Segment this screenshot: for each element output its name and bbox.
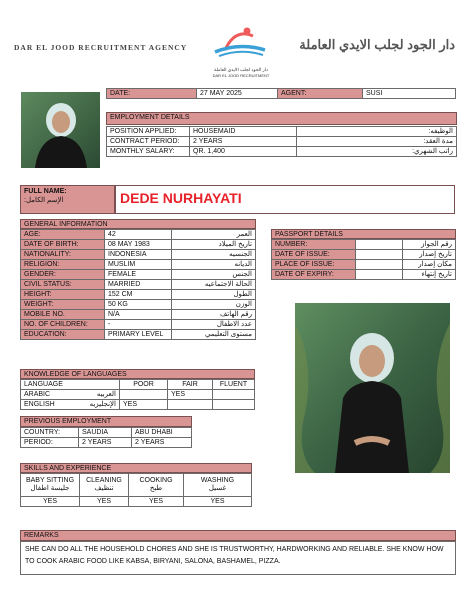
table-row — [21, 380, 255, 390]
passport-details-header: PASSPORT DETAILS — [271, 229, 456, 239]
row-label-ar: مكان إصدار — [403, 260, 456, 270]
position-label-ar: الوظيفه: — [297, 127, 457, 137]
skills-header: SKILLS AND EXPERIENCE — [20, 463, 252, 473]
row-label: EDUCATION: — [21, 330, 105, 340]
table-row — [107, 127, 457, 137]
skill-cleaning-ar: تنظيف — [94, 485, 114, 492]
row-label: WEIGHT: — [21, 300, 105, 310]
table-row — [21, 474, 252, 497]
period-label: PERIOD: — [21, 438, 79, 448]
lang-header-fluent: FLUENT — [213, 380, 255, 390]
row-label-ar: الحالة الاجتماعيه — [172, 280, 256, 290]
table-row — [21, 280, 256, 290]
contract-label: CONTRACT PERIOD: — [107, 137, 190, 147]
salary-label: MONTHLY SALARY: — [107, 147, 190, 157]
row-label-ar: العمر — [172, 230, 256, 240]
row-label-ar: الجنس — [172, 270, 256, 280]
row-label: GENDER: — [21, 270, 105, 280]
row-label: CIVIL STATUS: — [21, 280, 105, 290]
table-row — [21, 320, 256, 330]
remarks-header: REMARKS — [20, 530, 456, 541]
table-row — [272, 250, 456, 260]
passport-details-table — [271, 239, 456, 280]
row-value: 42 — [105, 230, 172, 240]
table-row — [272, 260, 456, 270]
table-row — [21, 400, 255, 410]
row-value — [356, 270, 403, 280]
lang-arabic-fair: YES — [168, 390, 213, 400]
row-value — [356, 260, 403, 270]
table-row — [21, 428, 192, 438]
skill-baby-sitting — [21, 474, 80, 497]
row-label: HEIGHT: — [21, 290, 105, 300]
skill-cooking-ar: طبخ — [149, 485, 163, 492]
country-2: ABU DHABI — [132, 428, 192, 438]
date-label: DATE: — [107, 89, 197, 99]
lang-arabic-poor — [120, 390, 168, 400]
candidate-photo-full — [295, 303, 450, 473]
lang-arabic-ar: العربيه — [96, 391, 116, 398]
date-agent-table — [106, 88, 456, 99]
employment-details-table — [106, 126, 457, 157]
row-label-ar: الديانه — [172, 260, 256, 270]
candidate-photo-small — [21, 92, 100, 168]
agency-name-en: DAR EL JOOD RECRUITMENT AGENCY — [14, 43, 188, 52]
skill-cleaning-value: YES — [80, 497, 129, 507]
agency-logo — [205, 22, 277, 76]
country-label: COUNTRY: — [21, 428, 79, 438]
skill-washing-label: WASHING — [200, 477, 235, 484]
table-row — [21, 250, 256, 260]
lang-english-cell — [21, 400, 120, 410]
country-1: SAUDIA — [79, 428, 132, 438]
date-value: 27 MAY 2025 — [197, 89, 278, 99]
skill-washing-ar: غسيل — [208, 485, 227, 492]
lang-header-language: LANGUAGE — [21, 380, 120, 390]
row-label-ar: عدد الاطفال — [172, 320, 256, 330]
logo-text-en: DAR EL JOOD RECRUITMENT — [212, 73, 270, 78]
skill-baby-sitting-ar: جليسة اطفال — [30, 485, 70, 492]
lang-header-poor: POOR — [120, 380, 168, 390]
row-label-ar: الوزن — [172, 300, 256, 310]
row-label: RELIGION: — [21, 260, 105, 270]
skill-washing — [184, 474, 252, 497]
position-label: POSITION APPLIED: — [107, 127, 190, 137]
skill-cooking-value: YES — [129, 497, 184, 507]
table-row — [21, 230, 256, 240]
table-row — [107, 137, 457, 147]
skill-baby-sitting-value: YES — [21, 497, 80, 507]
row-value: FEMALE — [105, 270, 172, 280]
position-value: HOUSEMAID — [190, 127, 297, 137]
full-name-label-ar: الإسم الكامل: — [24, 197, 64, 204]
row-label-ar: رقم الهاتف — [172, 310, 256, 320]
row-label-ar: تاريخ الميلاد — [172, 240, 256, 250]
lang-arabic: ARABIC — [24, 391, 51, 398]
row-label: PLACE OF ISSUE: — [272, 260, 356, 270]
lang-english-ar: الإنجليزيه — [89, 401, 116, 408]
table-row — [21, 260, 256, 270]
skill-cooking — [129, 474, 184, 497]
contract-label-ar: مدة العقد: — [297, 137, 457, 147]
full-name-label-box — [20, 185, 115, 214]
skill-baby-sitting-label: BABY SITTING — [25, 477, 75, 484]
table-row — [21, 270, 256, 280]
lang-arabic-cell — [21, 390, 120, 400]
agent-value: SUSI — [363, 89, 456, 99]
row-label: AGE: — [21, 230, 105, 240]
employment-details-header: EMPLOYMENT DETAILS — [106, 112, 457, 125]
row-label: DATE OF ISSUE: — [272, 250, 356, 260]
logo-swoosh-icon — [205, 22, 277, 62]
table-row — [272, 270, 456, 280]
row-label: NUMBER: — [272, 240, 356, 250]
agent-label: AGENT: — [278, 89, 363, 99]
table-row — [21, 290, 256, 300]
table-row — [21, 438, 192, 448]
period-2: 2 YEARS — [132, 438, 192, 448]
row-value: 50 KG — [105, 300, 172, 310]
row-value: PRIMARY LEVEL — [105, 330, 172, 340]
row-label-ar: تاريخ إنتهاء — [403, 270, 456, 280]
skill-cooking-label: COOKING — [139, 477, 173, 484]
row-value: - — [105, 320, 172, 330]
row-value: 152 CM — [105, 290, 172, 300]
table-row — [21, 240, 256, 250]
row-value — [356, 250, 403, 260]
remarks-text: SHE CAN DO ALL THE HOUSEHOLD CHORES AND SHE IS TRUSTWORTHY, HARDWORKING AND RELIABLE. SHE KNOW HOW TO COOK ARABIC FOOD LIKE KABSA, BIRYANI, SALONA, BASHAMEL, PIZZA. — [20, 541, 456, 575]
lang-arabic-fluent — [213, 390, 255, 400]
skill-cleaning-label: CLEANING — [86, 477, 122, 484]
row-label-ar: مستوى التعليمي — [172, 330, 256, 340]
table-row — [21, 390, 255, 400]
row-value: MUSLIM — [105, 260, 172, 270]
languages-table — [20, 379, 255, 410]
lang-header-fair: FAIR — [168, 380, 213, 390]
row-value: INDONESIA — [105, 250, 172, 260]
row-label: DATE OF BIRTH: — [21, 240, 105, 250]
previous-employment-header: PREVIOUS EMPLOYMENT — [20, 416, 192, 427]
table-row — [272, 240, 456, 250]
row-value: N/A — [105, 310, 172, 320]
row-label-ar: تاريخ إصدار — [403, 250, 456, 260]
skill-washing-value: YES — [184, 497, 252, 507]
row-label-ar: الطول — [172, 290, 256, 300]
full-name-value: DEDE NURHAYATI — [115, 185, 455, 214]
period-1: 2 YEARS — [79, 438, 132, 448]
table-row — [21, 300, 256, 310]
row-label-ar: رقم الجواز — [403, 240, 456, 250]
row-label: DATE OF EXPIRY: — [272, 270, 356, 280]
full-name-label: FULL NAME: — [24, 188, 67, 195]
row-label: MOBILE NO. — [21, 310, 105, 320]
skills-table — [20, 473, 252, 507]
table-row — [21, 497, 252, 507]
general-info-header: GENERAL INFORMATION — [20, 219, 256, 229]
row-value: 08 MAY 1983 — [105, 240, 172, 250]
lang-english-fluent — [213, 400, 255, 410]
row-label: NO. OF CHILDREN: — [21, 320, 105, 330]
salary-value: QR. 1,400 — [190, 147, 297, 157]
contract-value: 2 YEARS — [190, 137, 297, 147]
salary-label-ar: راتب الشهري: — [297, 147, 457, 157]
row-label: NATIONALITY: — [21, 250, 105, 260]
row-value: MARRIED — [105, 280, 172, 290]
previous-employment-table — [20, 427, 192, 448]
lang-english-fair — [168, 400, 213, 410]
agency-name-ar: دار الجود لجلب الايدي العاملة — [299, 37, 455, 52]
logo-text-ar: دار الجود لجلب الايدي العاملة — [214, 67, 268, 72]
lang-english-poor: YES — [120, 400, 168, 410]
table-row — [21, 330, 256, 340]
table-row — [21, 310, 256, 320]
row-label-ar: الجنسيه — [172, 250, 256, 260]
languages-header: KNOWLEDGE OF LANGUAGES — [20, 369, 255, 379]
general-info-table — [20, 229, 256, 340]
lang-english: ENGLISH — [24, 401, 55, 408]
row-value — [356, 240, 403, 250]
skill-cleaning — [80, 474, 129, 497]
table-row — [107, 147, 457, 157]
